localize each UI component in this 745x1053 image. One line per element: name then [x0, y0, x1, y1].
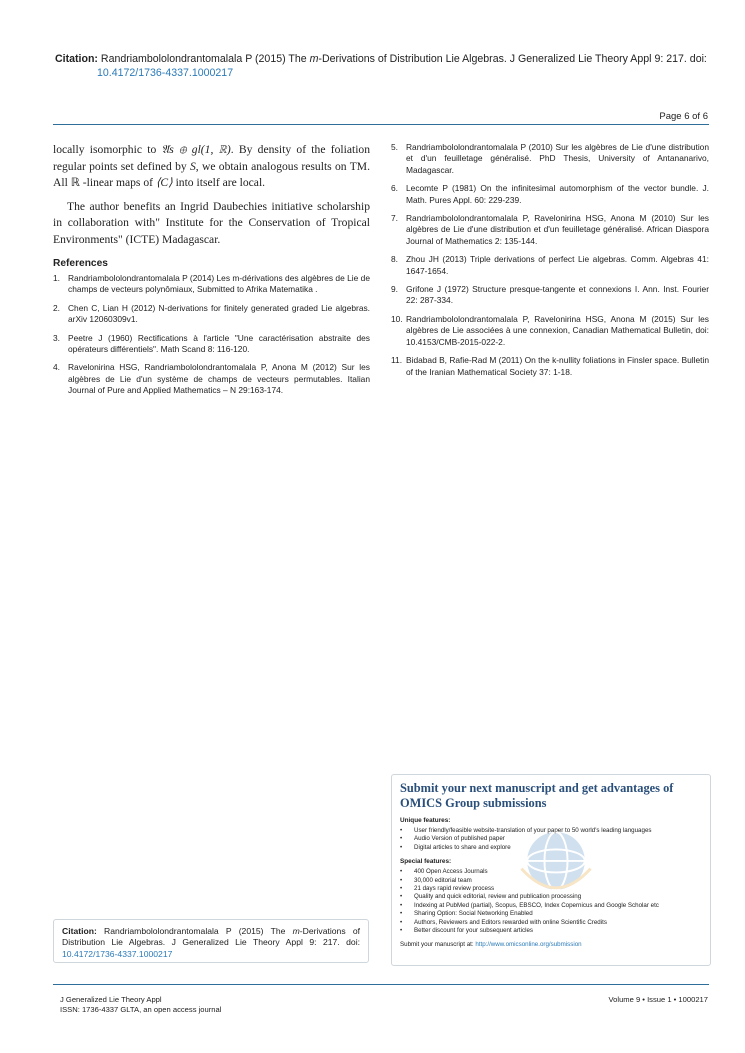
bullet-icon: • — [400, 918, 403, 926]
feature-text: 21 days rapid review process — [414, 885, 495, 893]
submit-manuscript-box — [391, 774, 711, 966]
reference-number: 7. — [391, 213, 398, 224]
reference-text: Grifone J (1972) Structure presque-tangente et connexions I. Ann. Inst. Fourier 22: 287-334. — [406, 284, 709, 306]
feature-text: 30,000 editorial team — [414, 876, 472, 884]
citation-text: Randriambololondrantomalala P (2015) The — [97, 53, 310, 65]
citation-box-text2: -Derivations of Distribution Lie Algebras. J Generalized Lie Theory Appl 9: 217. doi: — [62, 926, 360, 948]
footer-journal — [60, 995, 221, 1015]
p1-text-e: into itself are local. — [172, 176, 266, 189]
reference-item — [391, 142, 709, 176]
reference-text: Bidabad B, Rafie-Rad M (2011) On the k-nullity foliations in Finsler space. Bulletin of the Iranian Mathematical Society 37: 1-18. — [406, 355, 709, 377]
feature-text: Sharing Option: Social Networking Enabled — [414, 910, 533, 918]
unique-features-label: Unique features: — [400, 817, 451, 824]
citation-text2: -Derivations of Distribution Lie Algebras. J Generalized Lie Theory Appl 9: 217. doi: — [318, 53, 707, 65]
feature-text: User friendly/feasible website-translation of your paper to 50 world's leading languages — [414, 827, 652, 834]
reference-number: 10. — [391, 313, 403, 324]
feature-text: Digital articles to share and explore — [414, 843, 511, 851]
citation-doi-link[interactable]: 10.4172/1736-4337.1000217 — [97, 67, 234, 79]
footer-volume: Volume 9 • Issue 1 • 1000217 — [608, 995, 708, 1004]
reference-item — [53, 362, 370, 396]
reference-item — [391, 254, 709, 277]
feature-text: Audio Version of published paper — [414, 835, 505, 843]
body-paragraph-1 — [53, 142, 370, 192]
reference-item — [53, 333, 370, 356]
right-column — [391, 142, 709, 385]
bullet-icon: • — [400, 885, 403, 893]
reference-text: Randriambololondrantomalala P (2014) Les m-dérivations des algèbres de Lie de champs de vecteurs polynômiaux, Submitted to Afrika Matematika . — [68, 273, 370, 295]
bullet-icon: • — [400, 835, 403, 843]
reference-text: Chen C, Lian H (2012) N-derivations for finitely generated graded Lie algebras. arXiv 12060309v1. — [68, 302, 370, 325]
feature-text: Authors, Reviewers and Editors rewarded with online Scientific Credits — [414, 918, 607, 926]
p1-symbol-r: ℝ — [70, 176, 80, 189]
reference-number: 4. — [53, 362, 60, 373]
reference-item — [391, 355, 709, 378]
p1-math: 𝔄s ⊕ gl(1, ℝ) — [161, 143, 231, 156]
feature-text: Better discount for your subsequent articles — [414, 927, 534, 935]
citation-box-em: m — [292, 926, 300, 936]
reference-list-left — [53, 273, 370, 397]
bullet-icon: • — [400, 876, 403, 884]
reference-text: Randriambololondrantomalala P (2010) Sur les algèbres de Lie d'une distribution et d'un feuilletage généralisé. PhD Thesis, University of Antananarivo, Madagascar. — [406, 142, 709, 175]
reference-item — [391, 314, 709, 348]
bullet-icon: • — [400, 901, 403, 909]
body-paragraph-2: The author benefits an Ingrid Daubechies initiative scholarship in collaboration with" Institute for the Conservation of Tropical Environments" (ICTE) Madagascar. — [53, 199, 370, 246]
reference-item — [391, 284, 709, 307]
special-features-label: Special features: — [400, 858, 452, 866]
reference-text: Ravelonirina HSG, Randriambololondrantomalala P, Anona M (2012) Sur les algèbres de Lie d'un système de champs de vecteurs permutables. Italian Journal of Pure and Applied Mathematics – N 29:163-174. — [68, 362, 370, 396]
page-number: Page 6 of 6 — [659, 111, 708, 122]
p1-text-d: -linear maps of — [79, 176, 156, 189]
header-citation — [55, 52, 710, 80]
reference-number: 8. — [391, 254, 398, 265]
reference-number: 9. — [391, 284, 398, 295]
feature-text: 400 Open Access Journals — [414, 868, 488, 876]
reference-item — [391, 183, 709, 206]
reference-item — [53, 303, 370, 326]
bullet-icon: • — [400, 910, 403, 918]
submit-footer-text: Submit your manuscript at: — [400, 941, 476, 949]
p1-symbol-c: ⟨C⟩ — [155, 176, 173, 189]
bullet-icon: • — [400, 927, 403, 935]
p1-text-a: locally isomorphic to — [53, 143, 162, 156]
bullet-icon: • — [400, 893, 403, 901]
feature-item — [400, 927, 702, 935]
p1-symbol-s: S — [189, 159, 196, 173]
footer-rule — [53, 984, 709, 985]
header-rule — [53, 124, 709, 125]
bullet-icon: • — [400, 843, 403, 851]
submit-title: Submit your next manuscript and get advantages of OMICS Group submissions — [400, 781, 674, 810]
reference-text: Randriambololondrantomalala P, Ravelonirina HSG, Anona M (2010) Sur les algèbres de Lie d'une distribution et d'un feuilletage généralisé. African Diaspora Journal of Mathematics 2: 135-144. — [406, 213, 709, 246]
feature-text: Quality and quick editorial, review and publication processing — [414, 893, 582, 901]
reference-number: 11. — [391, 355, 403, 366]
citation-em: m — [309, 53, 319, 65]
reference-text: Lecomte P (1981) On the infinitesimal automorphism of the vector bundle. J. Math. Pures Appl. 60: 229-239. — [406, 183, 709, 205]
citation-box — [53, 919, 369, 963]
bullet-icon: • — [400, 868, 403, 876]
feature-text: Indexing at PubMed (partial), Scopus, EBSCO, Index Copernicus and Google Scholar etc — [414, 901, 659, 909]
reference-text: Randriambololondrantomalala P, Ravelonirina HSG, Anona M (2015) Sur les algèbres de Lie associées à une connexion, Canadian Mathematical Bulletin, doi: 10.4153/CMB-2015-022-2. — [406, 313, 709, 347]
reference-number: 1. — [53, 273, 60, 283]
bullet-icon: • — [400, 827, 403, 834]
reference-number: 2. — [53, 302, 60, 313]
feature-item — [400, 910, 702, 918]
reference-text: Peetre J (1960) Rectifications à l'article "Une caractérisation abstraite des opérateurs différentiels". Math Scand 8: 116-120. — [68, 332, 370, 355]
globe-logo-icon — [508, 811, 604, 907]
submit-footer — [400, 941, 702, 948]
reference-text: Zhou JH (2013) Triple derivations of perfect Lie algebras. Comm. Algebras 41: 1647-1654. — [406, 254, 709, 276]
left-column — [53, 142, 370, 404]
reference-item — [53, 273, 370, 296]
reference-list-right — [391, 142, 709, 378]
citation-box-doi-link[interactable]: 10.4172/1736-4337.1000217 — [62, 948, 173, 959]
footer-issn: ISSN: 1736-4337 GLTA, an open access journal — [60, 1005, 222, 1014]
submission-link[interactable]: http://www.omicsonline.org/submission — [475, 941, 582, 949]
references-heading: References — [53, 258, 108, 269]
footer-journal-name: J Generalized Lie Theory Appl — [60, 995, 162, 1004]
p1-text-b: . By density of the foliation regular points set defined by — [53, 143, 371, 173]
p1-text-c: , we obtain analogous results on TM. All — [53, 159, 370, 189]
reference-number: 3. — [53, 332, 60, 343]
reference-number: 6. — [391, 183, 398, 194]
citation-box-text: Randriambololondrantomalala P (2015) The — [96, 926, 293, 936]
citation-label: Citation: — [55, 53, 98, 65]
reference-number: 5. — [391, 142, 398, 152]
feature-item — [400, 919, 702, 927]
citation-box-label: Citation: — [62, 926, 97, 936]
reference-item — [391, 213, 709, 247]
